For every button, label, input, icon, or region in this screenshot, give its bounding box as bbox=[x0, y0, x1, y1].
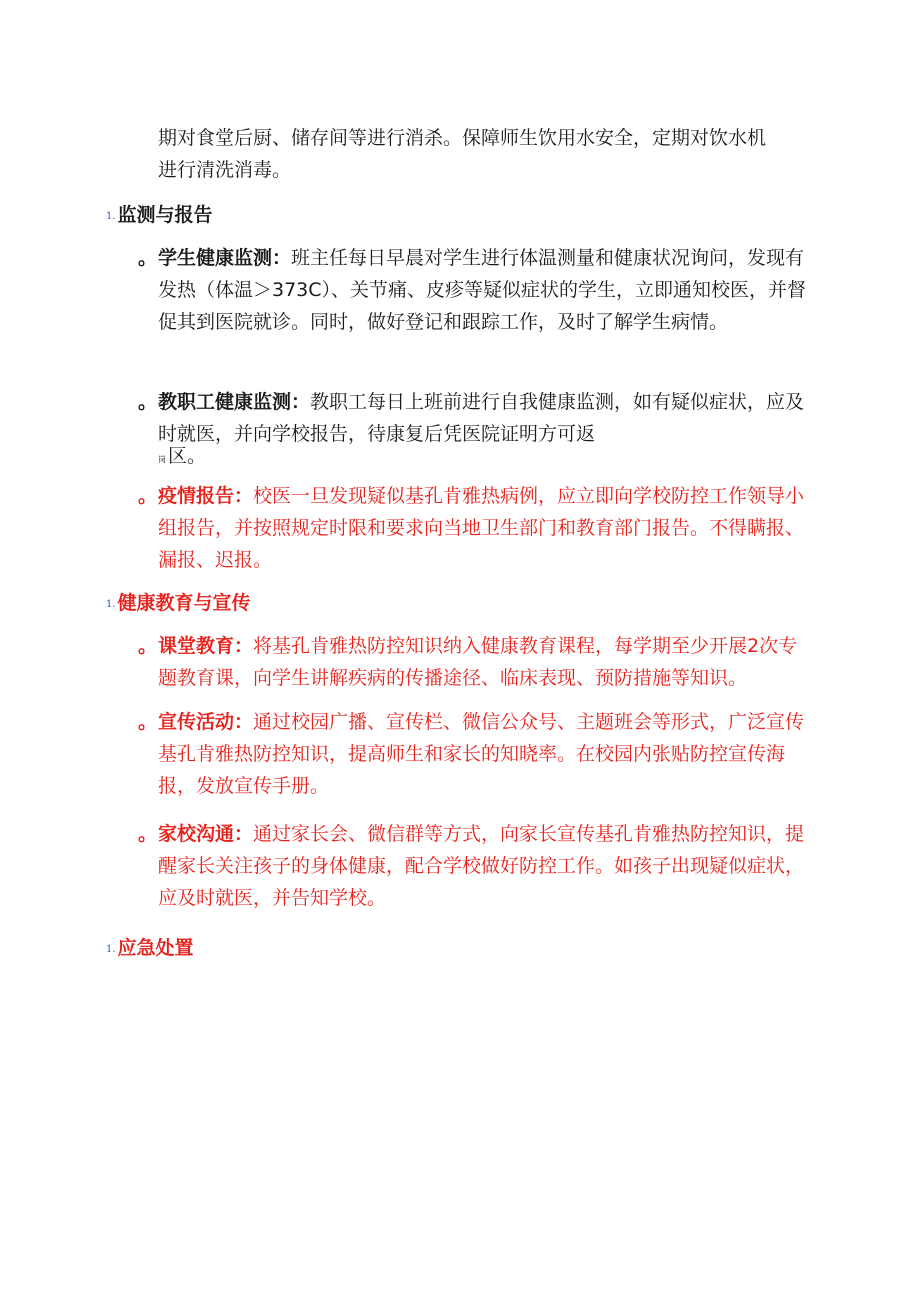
item-text-tail: 区。 bbox=[168, 445, 207, 467]
bullet-mark: 。 bbox=[138, 711, 158, 733]
list-item-home-school-communication bbox=[138, 818, 810, 914]
section-title: 健康教育与宣传 bbox=[117, 592, 251, 614]
section-heading-emergency-response bbox=[106, 934, 194, 964]
list-number: 1. bbox=[106, 944, 116, 955]
bullet-mark: 。 bbox=[138, 635, 158, 657]
bullet-mark: 。 bbox=[138, 391, 158, 413]
item-text: 教职工每日上班前进行自我健康监测，如有疑似症状，应及时就医，并向学校报告，待康复后凭医院证明方可返 bbox=[158, 391, 805, 445]
list-item-student-monitoring bbox=[138, 242, 810, 338]
list-item-staff-monitoring bbox=[138, 386, 810, 470]
list-item-classroom-education bbox=[138, 630, 810, 694]
item-text: 通过家长会、微信群等方式，向家长宣传基孔肯雅热防控知识，提醒家长关注孩子的身体健康，配合学校做好防控工作。如孩子出现疑似症状，应及时就医，并告知学校。 bbox=[158, 823, 805, 909]
intro-line-2: 进行清洗消毒。 bbox=[158, 159, 292, 181]
bullet-mark: 。 bbox=[138, 485, 158, 507]
item-text: 班主任每日早晨对学生进行体温测量和健康状况询问，发现有发热（体温＞373C）、关节痛、皮疹等疑似症状的学生，立即通知校医，并督促其到医院就诊。同时，做好登记和跟踪工作，及时了解学生病情。 bbox=[158, 247, 807, 333]
item-label: 家校沟通： bbox=[158, 823, 254, 845]
item-label: 学生健康监测： bbox=[158, 247, 292, 269]
item-label: 课堂教育： bbox=[158, 635, 254, 657]
section-title: 应急处置 bbox=[117, 937, 194, 959]
list-item-outbreak-report bbox=[138, 480, 810, 576]
list-item-publicity-activities bbox=[138, 706, 810, 802]
section-heading-health-education bbox=[106, 589, 251, 619]
item-label: 宣传活动： bbox=[158, 711, 254, 733]
intro-line-1: 期对食堂后厨、储存间等进行消杀。保障师生饮用水安全，定期对饮水机 bbox=[158, 127, 767, 149]
section-title: 监测与报告 bbox=[117, 204, 213, 226]
tiny-mark: 岗 bbox=[158, 455, 166, 464]
item-label: 教职工健康监测： bbox=[158, 391, 311, 413]
list-number: 1. bbox=[106, 211, 116, 222]
bullet-mark: 。 bbox=[138, 823, 158, 845]
intro-paragraph bbox=[158, 122, 818, 186]
item-text: 将基孔肯雅热防控知识纳入健康教育课程，每学期至少开展2次专题教育课，向学生讲解疾病的传播途径、临床表现、预防措施等知识。 bbox=[158, 635, 798, 689]
list-number: 1. bbox=[106, 599, 116, 610]
section-heading-monitoring bbox=[106, 201, 213, 231]
bullet-mark: 。 bbox=[138, 247, 158, 269]
item-text: 通过校园广播、宣传栏、微信公众号、主题班会等形式，广泛宣传基孔肯雅热防控知识，提高师生和家长的知晓率。在校园内张贴防控宣传海报，发放宣传手册。 bbox=[158, 711, 805, 797]
item-text: 校医一旦发现疑似基孔肯雅热病例，应立即向学校防控工作领导小组报告，并按照规定时限和要求向当地卫生部门和教育部门报告。不得瞒报、漏报、迟报。 bbox=[158, 485, 805, 571]
item-label: 疫情报告： bbox=[158, 485, 254, 507]
